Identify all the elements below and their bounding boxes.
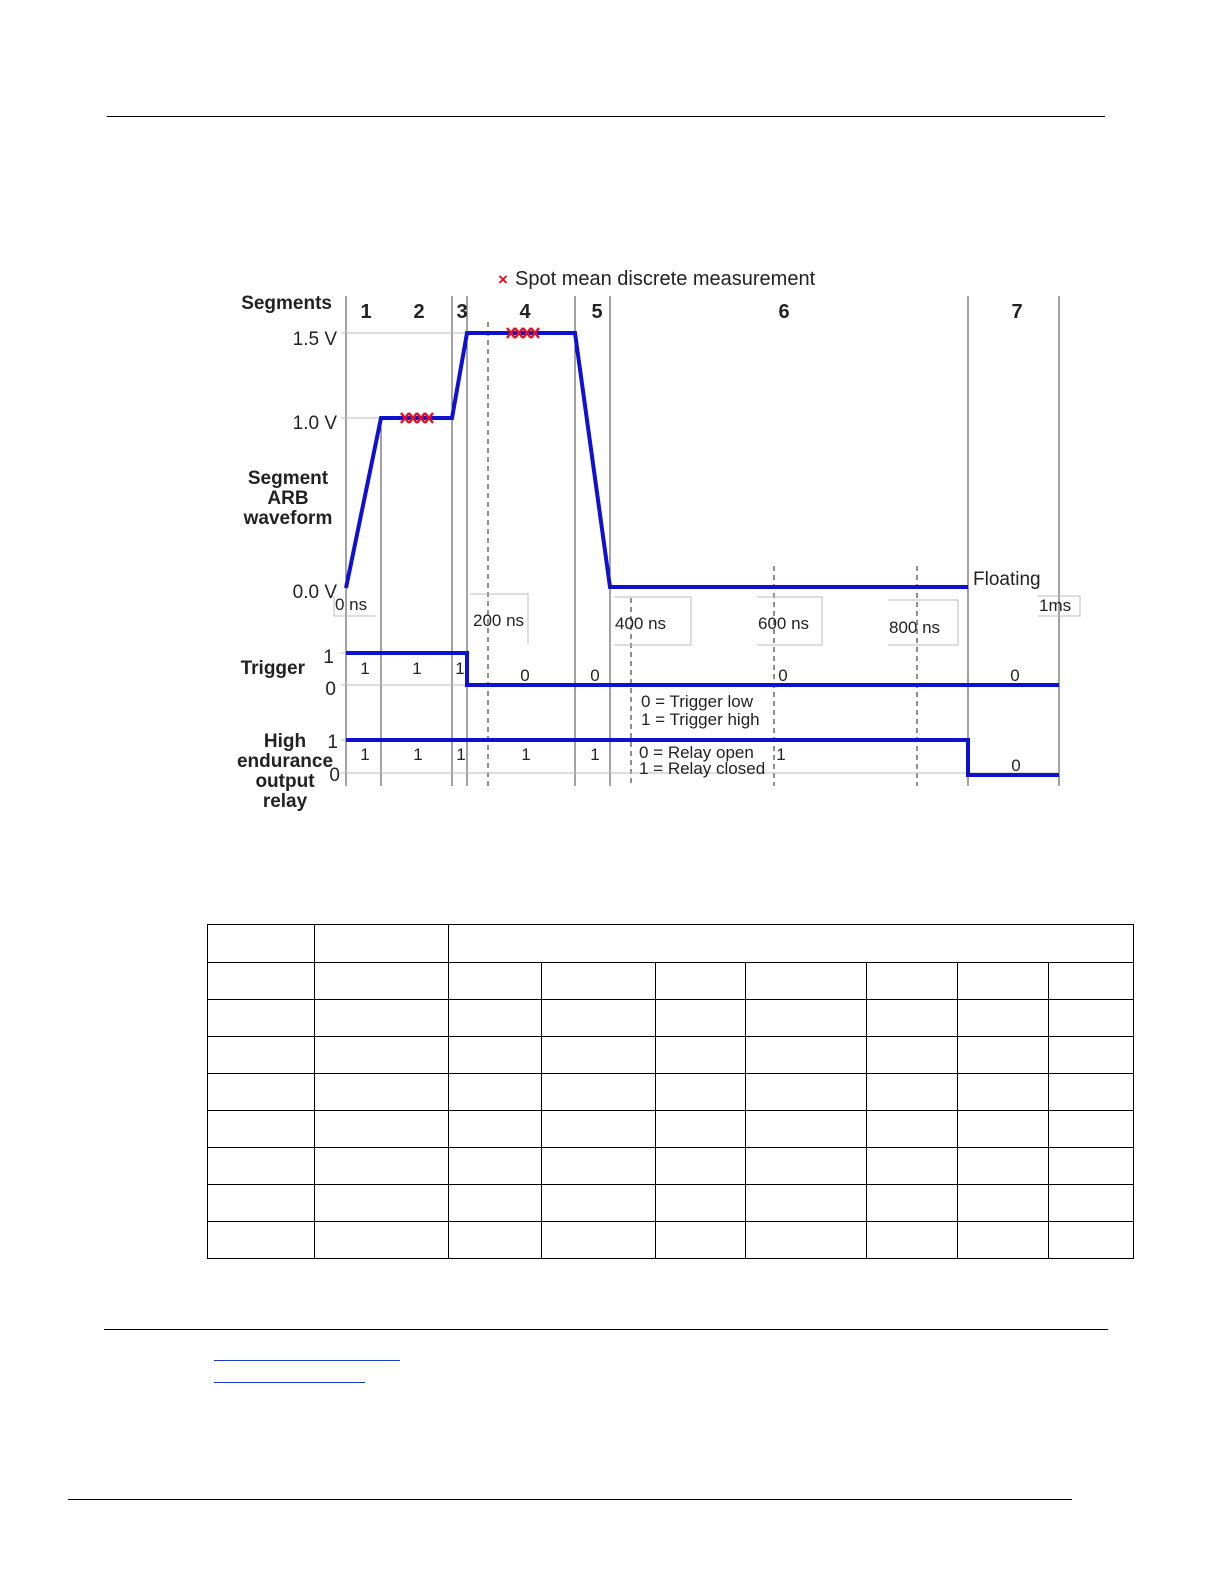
trigger-label: Trigger <box>240 658 305 679</box>
table-cell <box>449 925 1134 963</box>
waveform-label-line2: ARB <box>267 488 309 509</box>
relay-value: 1 <box>776 745 786 764</box>
voltage-tick: 1.5 V <box>292 329 337 350</box>
trigger-value: 1 <box>455 659 465 678</box>
relay-axis-low: 0 <box>329 765 340 786</box>
arb-waveform-line <box>346 333 968 588</box>
link-underline-1[interactable] <box>214 1360 400 1361</box>
segment-number: 5 <box>591 301 603 323</box>
segment-number: 2 <box>413 301 425 323</box>
time-tick: 800 ns <box>889 618 941 637</box>
spot-mean-marks <box>401 328 539 423</box>
table-row <box>208 1222 1134 1259</box>
table-row <box>208 963 1134 1000</box>
relay-value: 1 <box>360 745 370 764</box>
table-cell <box>315 925 449 963</box>
trigger-legend-low: 0 = Trigger low <box>641 692 753 711</box>
waveform-label-line3: waveform <box>243 508 333 529</box>
relay-legend-open: 0 = Relay open <box>639 743 754 762</box>
voltage-tick: 1.0 V <box>292 413 337 434</box>
relay-value: 1 <box>590 745 600 764</box>
segment-number: 4 <box>519 301 531 323</box>
section-rule <box>104 1329 1108 1330</box>
relay-label-line2: endurance <box>236 751 334 772</box>
relay-value: 0 <box>1011 756 1021 775</box>
table-row <box>208 1000 1134 1037</box>
trigger-value: 1 <box>360 659 370 678</box>
relay-label-line4: relay <box>262 791 308 812</box>
trigger-axis-low: 0 <box>325 679 336 700</box>
relay-axis-high: 1 <box>327 732 338 753</box>
time-tick: 600 ns <box>758 614 810 633</box>
trigger-value: 1 <box>412 659 422 678</box>
relay-value: 1 <box>521 745 531 764</box>
trigger-value: 0 <box>590 666 600 685</box>
floating-label: Floating <box>973 569 1041 590</box>
relay-value: 1 <box>456 745 466 764</box>
table-row <box>208 1037 1134 1074</box>
waveform-label-line1: Segment <box>247 468 329 489</box>
table-row <box>208 1074 1134 1111</box>
relay-label-line3: output <box>255 771 315 792</box>
time-tick: 0 ns <box>335 595 368 614</box>
table-row <box>208 1148 1134 1185</box>
segment-table <box>207 924 1134 1259</box>
segment-number: 6 <box>778 301 790 323</box>
legend-text: Spot mean discrete measurement <box>515 268 816 290</box>
voltage-tick: 0.0 V <box>292 582 337 603</box>
time-tick: 1ms <box>1039 596 1072 615</box>
time-tick: 200 ns <box>473 611 525 630</box>
trigger-legend-high: 1 = Trigger high <box>641 710 760 729</box>
trigger-value: 0 <box>778 666 788 685</box>
table-cell <box>208 925 315 963</box>
time-tick: 400 ns <box>615 614 667 633</box>
relay-legend-closed: 1 = Relay closed <box>639 759 766 778</box>
relay-label-line1: High <box>263 731 307 752</box>
relay-value: 1 <box>413 745 423 764</box>
trigger-value: 0 <box>520 666 530 685</box>
segments-label: Segments <box>241 293 332 314</box>
link-underline-2[interactable] <box>214 1382 365 1383</box>
segment-number: 3 <box>456 301 468 323</box>
trigger-line <box>346 653 1059 685</box>
table-header-row <box>208 925 1134 963</box>
trigger-axis-high: 1 <box>323 647 334 668</box>
segment-number: 7 <box>1011 301 1023 323</box>
footer-rule <box>68 1499 1072 1500</box>
segment-number: 1 <box>360 301 372 323</box>
legend-mark-icon: × <box>498 270 508 289</box>
table-row <box>208 1111 1134 1148</box>
trigger-value: 0 <box>1010 666 1020 685</box>
table-row <box>208 1185 1134 1222</box>
